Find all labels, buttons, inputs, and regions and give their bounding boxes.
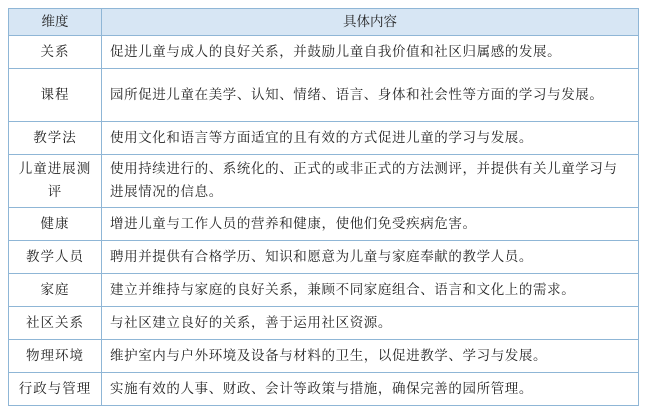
standards-table — [8, 8, 639, 406]
row-content: 维护室内与户外环境及设备与材料的卫生，以促进教学、学习与发展。 — [102, 340, 639, 373]
row-content: 使用文化和语言等方面适宜的且有效的方式促进儿童的学习与发展。 — [102, 122, 639, 155]
row-dimension: 儿童进展测评 — [9, 155, 102, 208]
table-row — [9, 36, 639, 69]
row-content: 促进儿童与成人的良好关系，并鼓励儿童自我价值和社区归属感的发展。 — [102, 36, 639, 69]
header-content: 具体内容 — [102, 9, 639, 36]
row-dimension: 健康 — [9, 208, 102, 241]
row-dimension: 关系 — [9, 36, 102, 69]
table-row — [9, 241, 639, 274]
table-row — [9, 307, 639, 340]
header-dimension: 维度 — [9, 9, 102, 36]
row-content: 使用持续进行的、系统化的、正式的或非正式的方法测评，并提供有关儿童学习与进展情况的信息。 — [102, 155, 639, 208]
row-dimension: 课程 — [9, 69, 102, 122]
row-dimension: 教学人员 — [9, 241, 102, 274]
row-dimension: 行政与管理 — [9, 373, 102, 406]
row-dimension: 社区关系 — [9, 307, 102, 340]
row-content: 与社区建立良好的关系，善于运用社区资源。 — [102, 307, 639, 340]
row-content: 建立并维持与家庭的良好关系，兼顾不同家庭组合、语言和文化上的需求。 — [102, 274, 639, 307]
table-row — [9, 274, 639, 307]
row-content: 园所促进儿童在美学、认知、情绪、语言、身体和社会性等方面的学习与发展。 — [102, 69, 639, 122]
table-row — [9, 155, 639, 208]
table-row — [9, 122, 639, 155]
row-content: 实施有效的人事、财政、会计等政策与措施，确保完善的园所管理。 — [102, 373, 639, 406]
row-dimension: 家庭 — [9, 274, 102, 307]
row-dimension: 物理环境 — [9, 340, 102, 373]
table-header-row — [9, 9, 639, 36]
table-row — [9, 69, 639, 122]
row-content: 聘用并提供有合格学历、知识和愿意为儿童与家庭奉献的教学人员。 — [102, 241, 639, 274]
standards-table-container — [8, 8, 638, 406]
table-row — [9, 373, 639, 406]
table-row — [9, 340, 639, 373]
table-row — [9, 208, 639, 241]
row-content: 增进儿童与工作人员的营养和健康，使他们免受疾病危害。 — [102, 208, 639, 241]
row-dimension: 教学法 — [9, 122, 102, 155]
